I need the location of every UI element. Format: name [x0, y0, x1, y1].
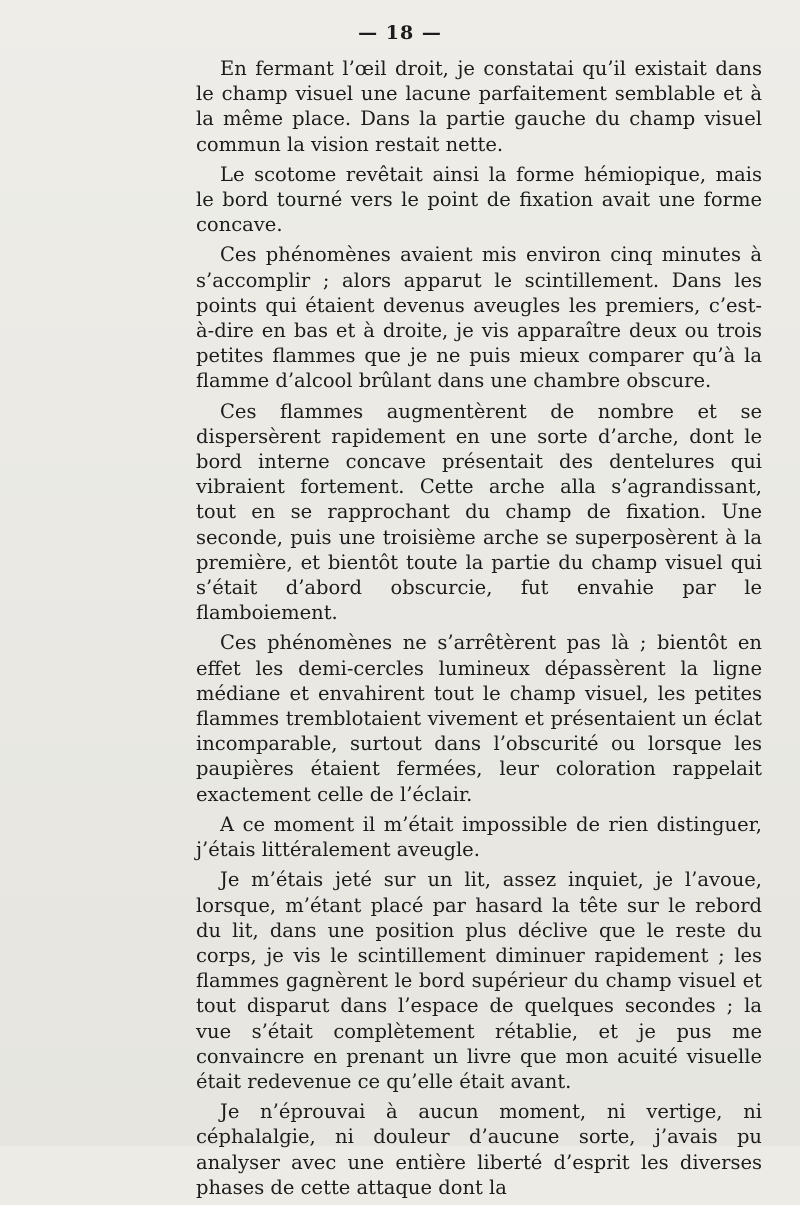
paragraph: Le scotome revêtait ainsi la forme hémiopique, mais le bord tourné vers le point de fixation avait une forme concave.	[196, 162, 762, 237]
paragraph: Ces phénomènes avaient mis environ cinq minutes à s’accomplir ; alors apparut le scintillement. Dans les points qui étaient devenus aveugles les premiers, c’est-à-dire en bas et à droite, je vis apparaître deux ou trois petites flammes que je ne puis mieux comparer qu’à la flamme d’alcool brûlant dans une chambre obscure.	[196, 243, 762, 393]
paragraph: Je m’étais jeté sur un lit, assez inquiet, je l’avoue, lorsque, m’étant placé par hasard la tête sur le rebord du lit, dans une position plus déclive que le reste du corps, je vis le scintillement diminuer rapidement ; les flammes gagnèrent le bord supérieur du champ visuel et tout disparut dans l’espace de quelques secondes ; la vue s’était complètement rétablie, et je pus me convaincre en prenant un livre que mon acuité visuelle était redevenue ce qu’elle était avant.	[196, 868, 762, 1093]
paragraph: Ces flammes augmentèrent de nombre et se dispersèrent rapidement en une sorte d’arche, dont le bord interne concave présentait des dentelures qui vibraient fortement. Cette arche alla s’agrandissant, tout en se rapprochant du champ de fixation. Une seconde, puis une troisième arche se superposèrent à la première, et bientôt toute la partie du champ visuel qui s’était d’abord obscurcie, fut envahie par le flamboiement.	[196, 399, 762, 625]
paragraph: Ces phénomènes ne s’arrêtèrent pas là ; bientôt en effet les demi-cercles lumineux dépassèrent la ligne médiane et envahirent tout le champ visuel, les petites flammes tremblotaient vivement et présentaient un éclat incomparable, surtout dans l’obscurité ou lorsque les paupières étaient fermées, leur coloration rappelait exactement celle de l’éclair.	[196, 631, 762, 806]
page-number: — 18 —	[358, 22, 442, 44]
paragraph: Je n’éprouvai à aucun moment, ni vertige, ni céphalalgie, ni douleur d’aucune sorte, j’avais pu analyser avec une entière liberté d’esprit les diverses phases de cette attaque dont la	[196, 1100, 762, 1199]
paragraph: En fermant l’œil droit, je constatai qu’il existait dans le champ visuel une lacune parfaitement semblable et à la même place. Dans la partie gauche du champ visuel commun la vision restait nette.	[196, 57, 762, 156]
body-text	[196, 56, 762, 1205]
paragraph: A ce moment il m’était impossible de rien distinguer, j’étais littéralement aveugle.	[196, 812, 762, 862]
